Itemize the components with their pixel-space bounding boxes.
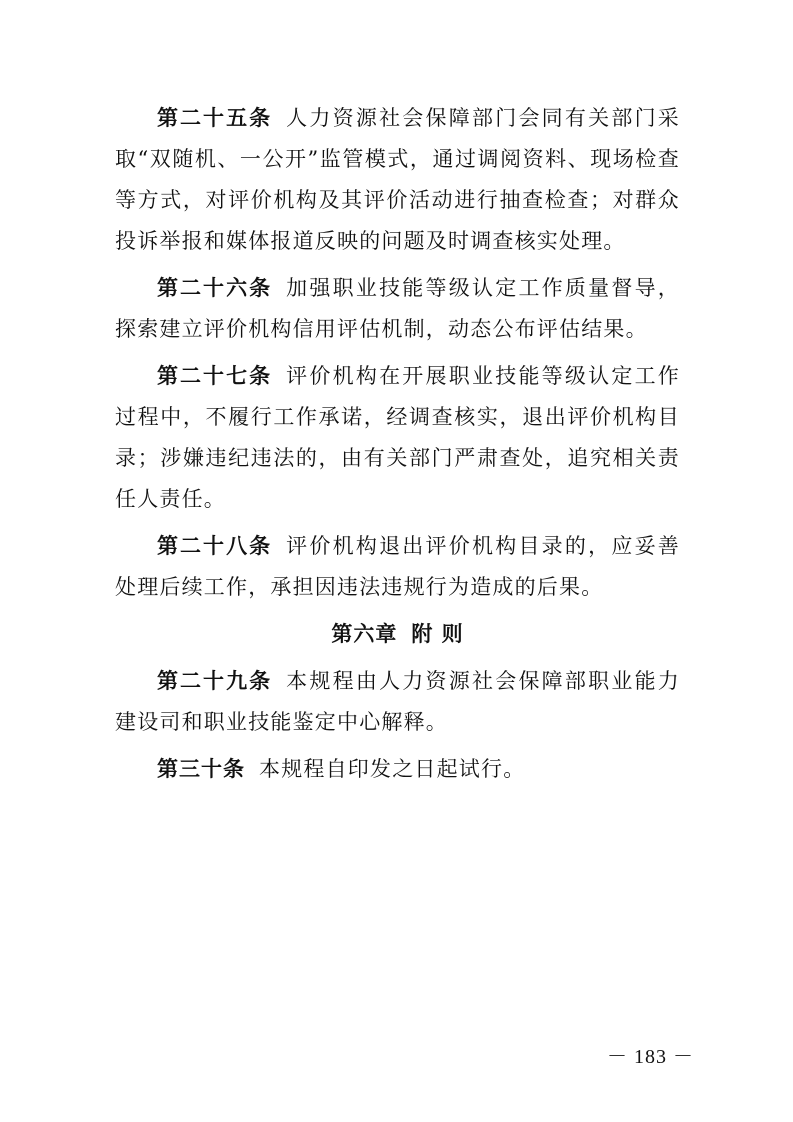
article-28 bbox=[115, 526, 680, 608]
article-29 bbox=[115, 661, 680, 743]
article-text: 加强职业技能等级认定工作质量督导，探索建立评价机构信用评估机制，动态公布评估结果。 bbox=[115, 276, 681, 341]
article-number: 第二十八条 bbox=[157, 534, 273, 558]
page-number: － 183 － bbox=[607, 1046, 694, 1068]
article-text: 本规程由人力资源社会保障部职业能力建设司和职业技能鉴定中心解释。 bbox=[115, 669, 681, 734]
document-body bbox=[115, 98, 680, 796]
article-number: 第二十七条 bbox=[157, 364, 273, 388]
article-26 bbox=[115, 268, 680, 350]
article-25 bbox=[115, 98, 680, 262]
article-number: 第二十六条 bbox=[157, 276, 273, 300]
article-30 bbox=[115, 749, 680, 790]
chapter-heading bbox=[115, 614, 680, 655]
article-text: 本规程自印发之日起试行。 bbox=[259, 757, 526, 781]
article-number: 第二十九条 bbox=[157, 669, 273, 693]
article-27 bbox=[115, 356, 680, 520]
article-number: 第三十条 bbox=[157, 757, 245, 781]
article-text: 评价机构退出评价机构目录的，应妥善处理后续工作，承担因违法违规行为造成的后果。 bbox=[115, 534, 681, 599]
article-text: 人力资源社会保障部门会同有关部门采取“双随机、一公开”监管模式，通过调阅资料、现场检查等方式，对评价机构及其评价活动进行抽查检查；对群众投诉举报和媒体报道反映的问题及时调查核实处理。 bbox=[115, 106, 681, 253]
chapter-title: 附 则 bbox=[411, 622, 464, 646]
article-number: 第二十五条 bbox=[157, 106, 273, 130]
article-text: 评价机构在开展职业技能等级认定工作过程中，不履行工作承诺，经调查核实，退出评价机构目录；涉嫌违纪违法的，由有关部门严肃查处，追究相关责任人责任。 bbox=[115, 364, 681, 511]
chapter-number: 第六章 bbox=[331, 622, 398, 646]
